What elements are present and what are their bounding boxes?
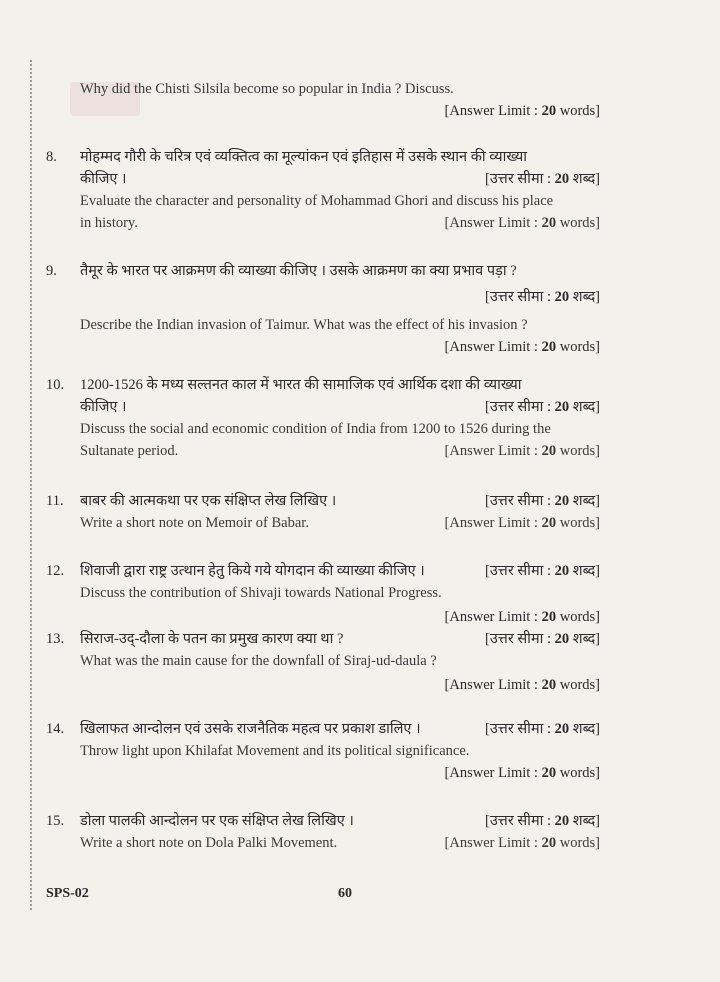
answer-limit-english: [Answer Limit : 20 words] xyxy=(444,103,600,119)
answer-limit-english: [Answer Limit : 20 words] xyxy=(444,515,600,531)
question-english: Why did the Chisti Silsila become so popular in India ? Discuss. xyxy=(80,81,454,97)
answer-limit-hindi: [उत्तर सीमा : 20 शब्द] xyxy=(485,493,600,509)
answer-limit-english: [Answer Limit : 20 words] xyxy=(444,609,600,625)
question-hindi-cont: कीजिए । xyxy=(80,399,127,415)
question-hindi: सिराज-उद्-दौला के पतन का प्रमुख कारण क्या था ? xyxy=(80,631,344,647)
question-hindi: शिवाजी द्वारा राष्ट्र उत्थान हेतु किये गये योगदान की व्याख्या कीजिए । xyxy=(80,563,425,579)
question-english: Throw light upon Khilafat Movement and its political significance. xyxy=(80,743,470,759)
question-number: 13. xyxy=(46,631,65,647)
binding-dotted-line xyxy=(30,60,32,910)
question-hindi: डोला पालकी आन्दोलन पर एक संक्षिप्त लेख लिखिए । xyxy=(80,813,354,829)
question-english-cont: in history. xyxy=(80,215,138,231)
question-hindi: तैमूर के भारत पर आक्रमण की व्याख्या कीजिए । उसके आक्रमण का क्या प्रभाव पड़ा ? xyxy=(80,263,517,279)
question-number: 14. xyxy=(46,721,65,737)
answer-limit-hindi: [उत्तर सीमा : 20 शब्द] xyxy=(485,563,600,579)
answer-limit-hindi: [उत्तर सीमा : 20 शब्द] xyxy=(485,399,600,415)
question-9 xyxy=(46,260,600,358)
question-8 xyxy=(46,146,600,234)
question-english: Discuss the contribution of Shivaji towards National Progress. xyxy=(80,585,442,601)
question-hindi: 1200-1526 के मध्य सल्तनत काल में भारत की सामाजिक एवं आर्थिक दशा की व्याख्या xyxy=(80,377,522,393)
question-chisti xyxy=(80,78,600,122)
question-11 xyxy=(46,490,600,534)
question-13 xyxy=(46,628,600,696)
question-15 xyxy=(46,810,600,854)
question-12 xyxy=(46,560,600,628)
question-number: 15. xyxy=(46,813,65,829)
answer-limit-hindi: [उत्तर सीमा : 20 शब्द] xyxy=(485,813,600,829)
question-number: 12. xyxy=(46,563,65,579)
page-number: 60 xyxy=(338,886,352,901)
answer-limit-hindi: [उत्तर सीमा : 20 शब्द] xyxy=(485,631,600,647)
answer-limit-hindi: [उत्तर सीमा : 20 शब्द] xyxy=(485,721,600,737)
question-english: Describe the Indian invasion of Taimur. What was the effect of his invasion ? xyxy=(80,317,528,333)
question-number: 11. xyxy=(46,493,64,509)
question-english-cont: Sultanate period. xyxy=(80,443,179,459)
question-14 xyxy=(46,718,600,784)
question-number: 8. xyxy=(46,149,57,165)
answer-limit-english: [Answer Limit : 20 words] xyxy=(444,677,600,693)
question-hindi-cont: कीजिए । xyxy=(80,171,127,187)
answer-limit-english: [Answer Limit : 20 words] xyxy=(444,443,600,459)
page-footer xyxy=(46,886,680,902)
answer-limit-hindi: [उत्तर सीमा : 20 शब्द] xyxy=(485,289,600,305)
question-number: 10. xyxy=(46,377,65,393)
answer-limit-english: [Answer Limit : 20 words] xyxy=(444,339,600,355)
question-english: Write a short note on Dola Palki Movement. xyxy=(80,835,338,851)
answer-limit-english: [Answer Limit : 20 words] xyxy=(444,215,600,231)
question-english: Write a short note on Memoir of Babar. xyxy=(80,515,309,531)
question-hindi: खिलाफत आन्दोलन एवं उसके राजनैतिक महत्व पर प्रकाश डालिए । xyxy=(80,721,421,737)
answer-limit-english: [Answer Limit : 20 words] xyxy=(444,835,600,851)
paper-code: SPS-02 xyxy=(46,886,89,901)
question-english: Evaluate the character and personality of Mohammad Ghori and discuss his place xyxy=(80,193,554,209)
question-number: 9. xyxy=(46,263,57,279)
question-english: Discuss the social and economic condition of India from 1200 to 1526 during the xyxy=(80,421,551,437)
answer-limit-hindi: [उत्तर सीमा : 20 शब्द] xyxy=(485,171,600,187)
question-english: What was the main cause for the downfall of Siraj-ud-daula ? xyxy=(80,653,437,669)
question-hindi: मोहम्मद गौरी के चरित्र एवं व्यक्तित्व का मूल्यांकन एवं इतिहास में उसके स्थान की व्याख्या xyxy=(80,149,528,165)
answer-limit-english: [Answer Limit : 20 words] xyxy=(444,765,600,781)
question-hindi: बाबर की आत्मकथा पर एक संक्षिप्त लेख लिखिए । xyxy=(80,493,337,509)
question-10 xyxy=(46,374,600,462)
